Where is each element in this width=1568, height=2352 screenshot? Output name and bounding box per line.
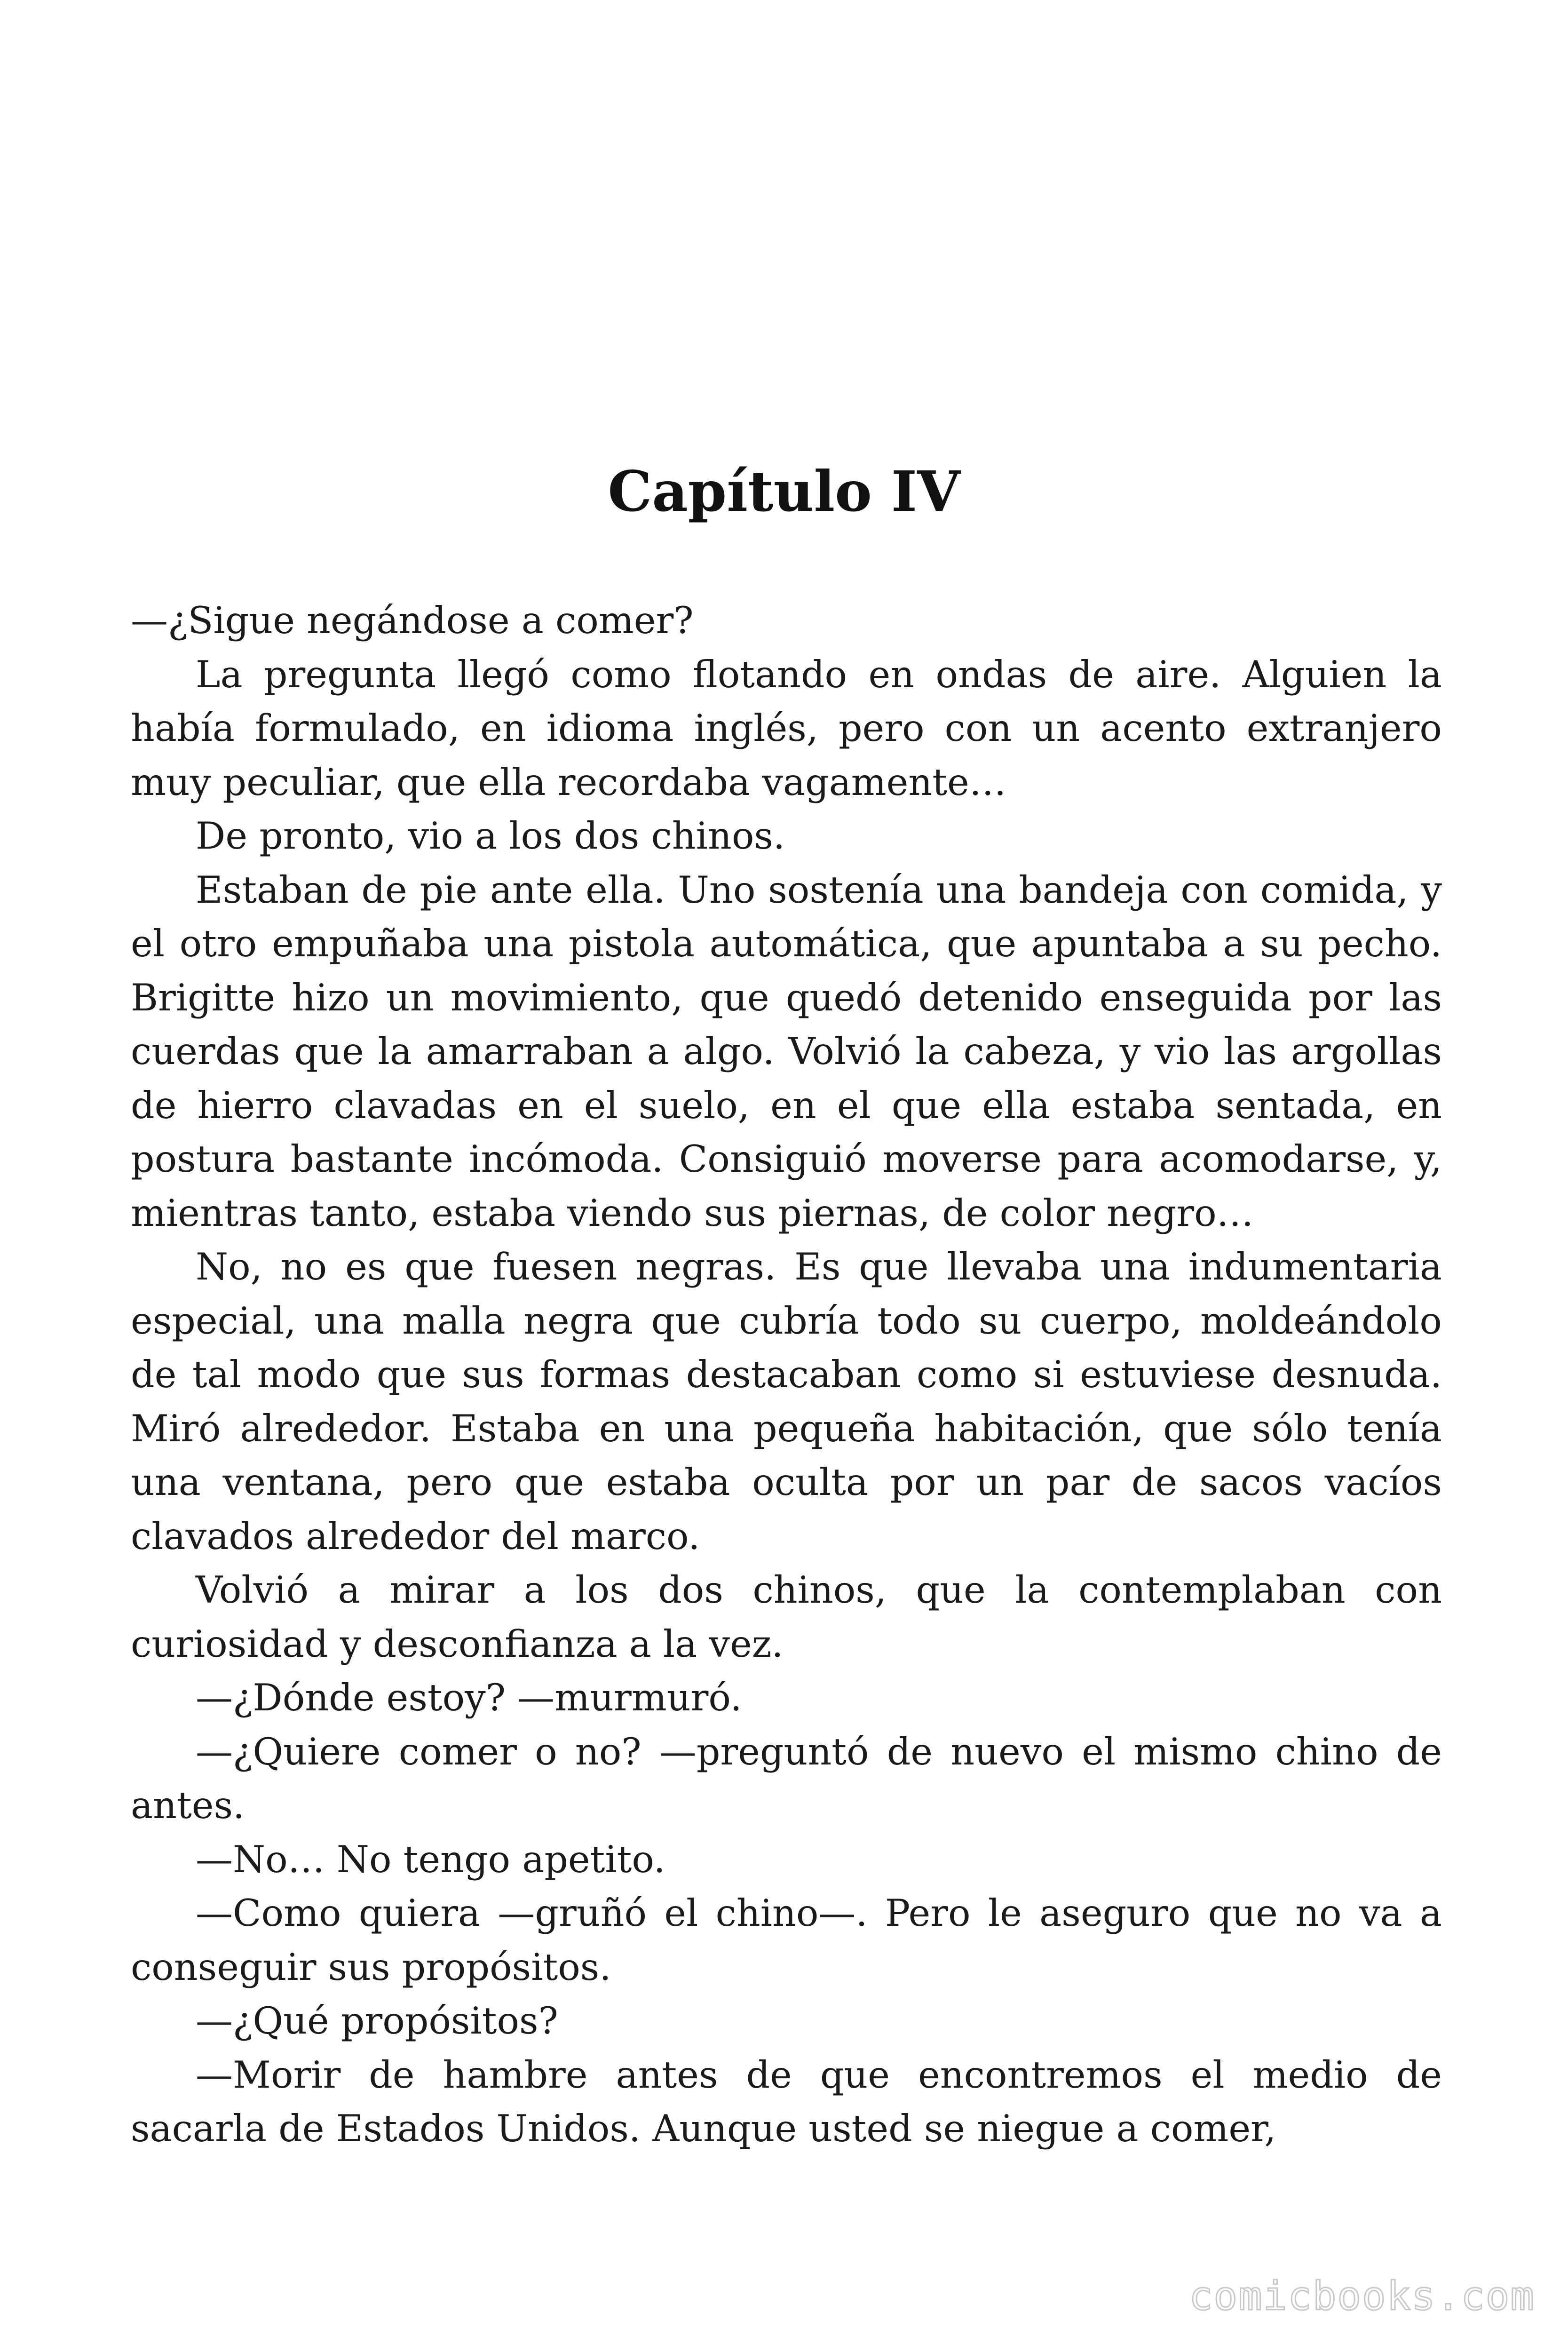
paragraph: —Morir de hambre antes de que encontremos el medio de sacarla de Estados Unidos. Aunque usted se niegue a comer, [131, 2053, 1442, 2150]
paragraph: —¿Sigue negándose a comer? [131, 599, 694, 642]
paragraph: La pregunta llegó como flotando en ondas de aire. Alguien la había formulado, en idioma inglés, pero con un acento extranjero muy peculiar, que ella recordaba vagamente… [131, 652, 1442, 804]
chapter-title: Capítulo IV [608, 459, 960, 524]
paragraph: —¿Quiere comer o no? —preguntó de nuevo el mismo chino de antes. [131, 1730, 1442, 1827]
paragraph: No, no es que fuesen negras. Es que llevaba una indumentaria especial, una malla negra que cubría todo su cuerpo, moldeándolo de tal modo que sus formas destacaban como si estuviese desnuda. Miró alrededor. Estaba en una pequeña habitación, que sólo tenía una ventana, pero que estaba oculta por un par de sacos vacíos clavados alrededor del marco. [131, 1245, 1442, 1558]
paragraph: —No… No tengo apetito. [196, 1837, 665, 1881]
paragraph: Volvió a mirar a los dos chinos, que la contemplaban con curiosidad y desconfianza a la vez. [131, 1568, 1442, 1666]
paragraph: —¿Dónde estoy? —murmuró. [196, 1676, 742, 1719]
paragraph: Estaban de pie ante ella. Uno sostenía una bandeja con comida, y el otro empuñaba una pistola automática, que apuntaba a su pecho. Brigitte hizo un movimiento, que quedó detenido enseguida por las cuerdas que la amarraban a algo. Volvió la cabeza, y vio las argollas de hierro clavadas en el suelo, en el que ella estaba sentada, en postura bastante incómoda. Consiguió moverse para acomodarse, y, mientras tanto, estaba viendo sus piernas, de color negro… [131, 868, 1442, 1235]
paragraph: De pronto, vio a los dos chinos. [196, 814, 785, 858]
paragraph: —¿Qué propósitos? [196, 1999, 558, 2042]
chapter-body [131, 594, 1442, 2156]
watermark: comicbooks.com [1188, 2273, 1535, 2319]
paragraph: —Como quiera —gruñó el chino—. Pero le aseguro que no va a conseguir sus propósitos. [131, 1891, 1442, 1989]
